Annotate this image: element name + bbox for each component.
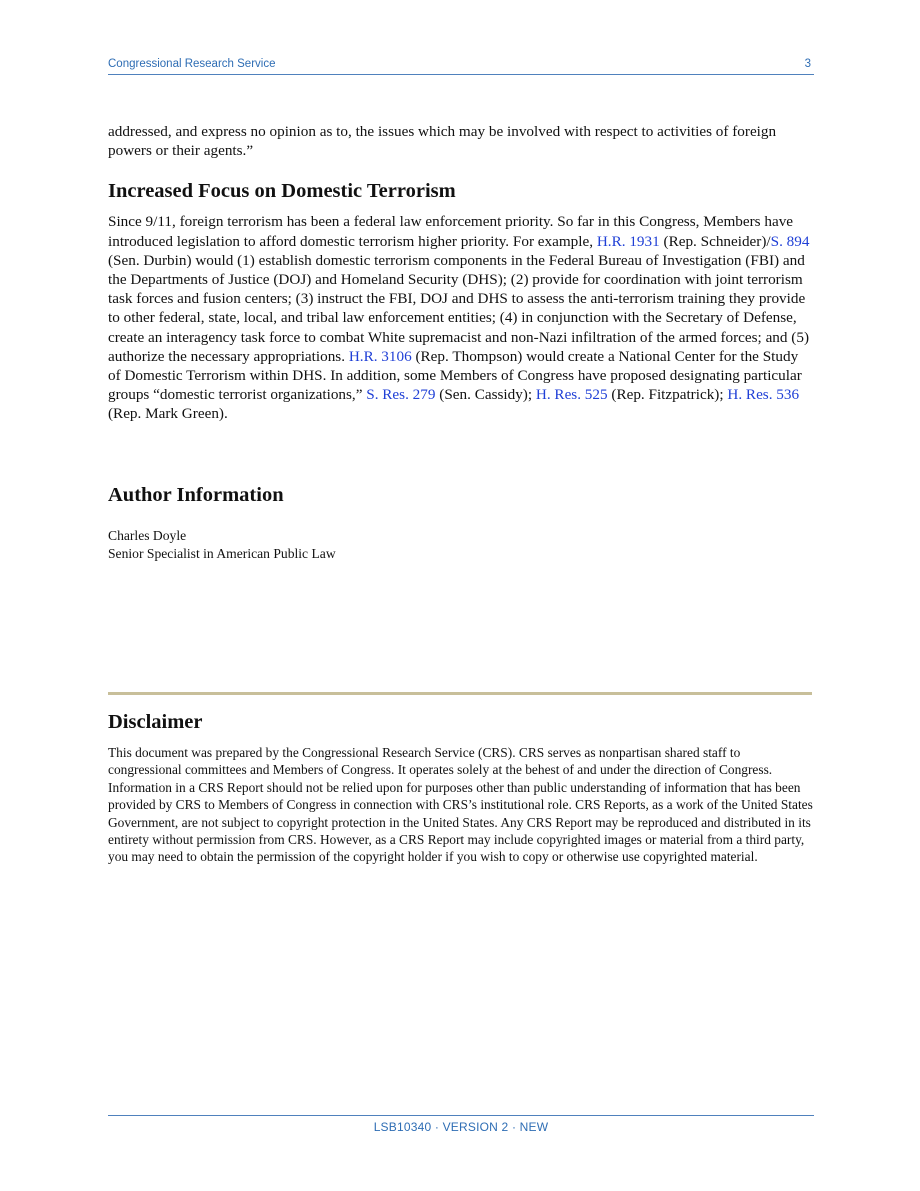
paragraph-text: (Rep. Mark Green). — [108, 405, 228, 423]
paragraph-text: (Rep. Schneider)/ — [659, 232, 771, 250]
header-divider — [108, 74, 814, 75]
footer-divider — [108, 1115, 814, 1116]
link-hr-3106[interactable]: H.R. 3106 — [348, 347, 412, 365]
link-hr-1931[interactable]: H.R. 1931 — [596, 232, 660, 250]
section-paragraph — [108, 212, 814, 423]
link-s-res-279[interactable]: S. Res. 279 — [366, 386, 436, 404]
author-heading: Author Information — [108, 483, 284, 506]
intro-paragraph: addressed, and express no opinion as to, the issues which may be involved with respect to activities of foreign powers or their agents.” — [108, 123, 777, 160]
disclaimer-heading: Disclaimer — [108, 711, 203, 733]
link-h-res-525[interactable]: H. Res. 525 — [535, 386, 608, 404]
publisher-name: Congressional Research Service — [108, 58, 276, 70]
paragraph-text: Since 9/11, foreign terrorism has been a federal law enforcement priority. So far in this Congress, Members have introduced legislation to afford domestic terrorism higher priority. For example, — [108, 213, 794, 250]
paragraph-text: (Rep. Fitzpatrick); — [607, 386, 728, 404]
page-number: 3 — [804, 58, 811, 70]
document-id-footer: LSB10340 · VERSION 2 · NEW — [373, 1120, 549, 1134]
author-title: Senior Specialist in American Public Law — [108, 545, 336, 561]
author-name: Charles Doyle — [108, 527, 187, 543]
disclaimer-block — [108, 711, 814, 866]
paragraph-text: (Rep. Thompson) would create a National Center for the Study of Domestic Terrorism within DHS. In addition, some Members of Congress have proposed designating particular groups “domestic terrorist organizations,” — [108, 347, 802, 404]
section-heading: Increased Focus on Domestic Terrorism — [108, 180, 456, 203]
page-header — [108, 58, 813, 74]
paragraph-text: (Sen. Cassidy); — [435, 386, 536, 404]
link-h-res-536[interactable]: H. Res. 536 — [727, 386, 800, 404]
disclaimer-text: This document was prepared by the Congressional Research Service (CRS). CRS serves as nonpartisan shared staff to congressional committees and Members of Congress. It operates solely at the behest of and under the direction of Congress. Information in a CRS Report should not be relied upon for purposes other than public understanding of information that has been provided by CRS to Members of Congress in connection with CRS’s institutional role. CRS Reports, as a work of the United States Government, are not subject to copyright protection in the United States. Any CRS Report may be reproduced and distributed in its entirety without permission from CRS. However, as a CRS Report may include copyrighted images or material from a third party, you may need to obtain the permission of the copyright holder if you wish to copy or otherwise use copyrighted material. — [108, 745, 813, 865]
section-divider — [108, 692, 812, 695]
paragraph-text: (Sen. Durbin) would (1) establish domestic terrorism components in the Federal Bureau of Investigation (FBI) and the Departments of Justice (DOJ) and Homeland Security (DHS); (2) provide for coordination with joint terrorism task forces and fusion centers; (3) instruct the FBI, DOJ and DHS to assess the anti-terrorism training they provide to other federal, state, local, and tribal law enforcement entities; (4) in conjunction with the Secretary of Defense, create an interagency task force to combat White supremacist and non-Nazi infiltration of the armed forces; and (5) authorize the necessary appropriations. — [108, 251, 810, 365]
link-s-894[interactable]: S. 894 — [770, 232, 810, 250]
main-content — [108, 122, 814, 563]
